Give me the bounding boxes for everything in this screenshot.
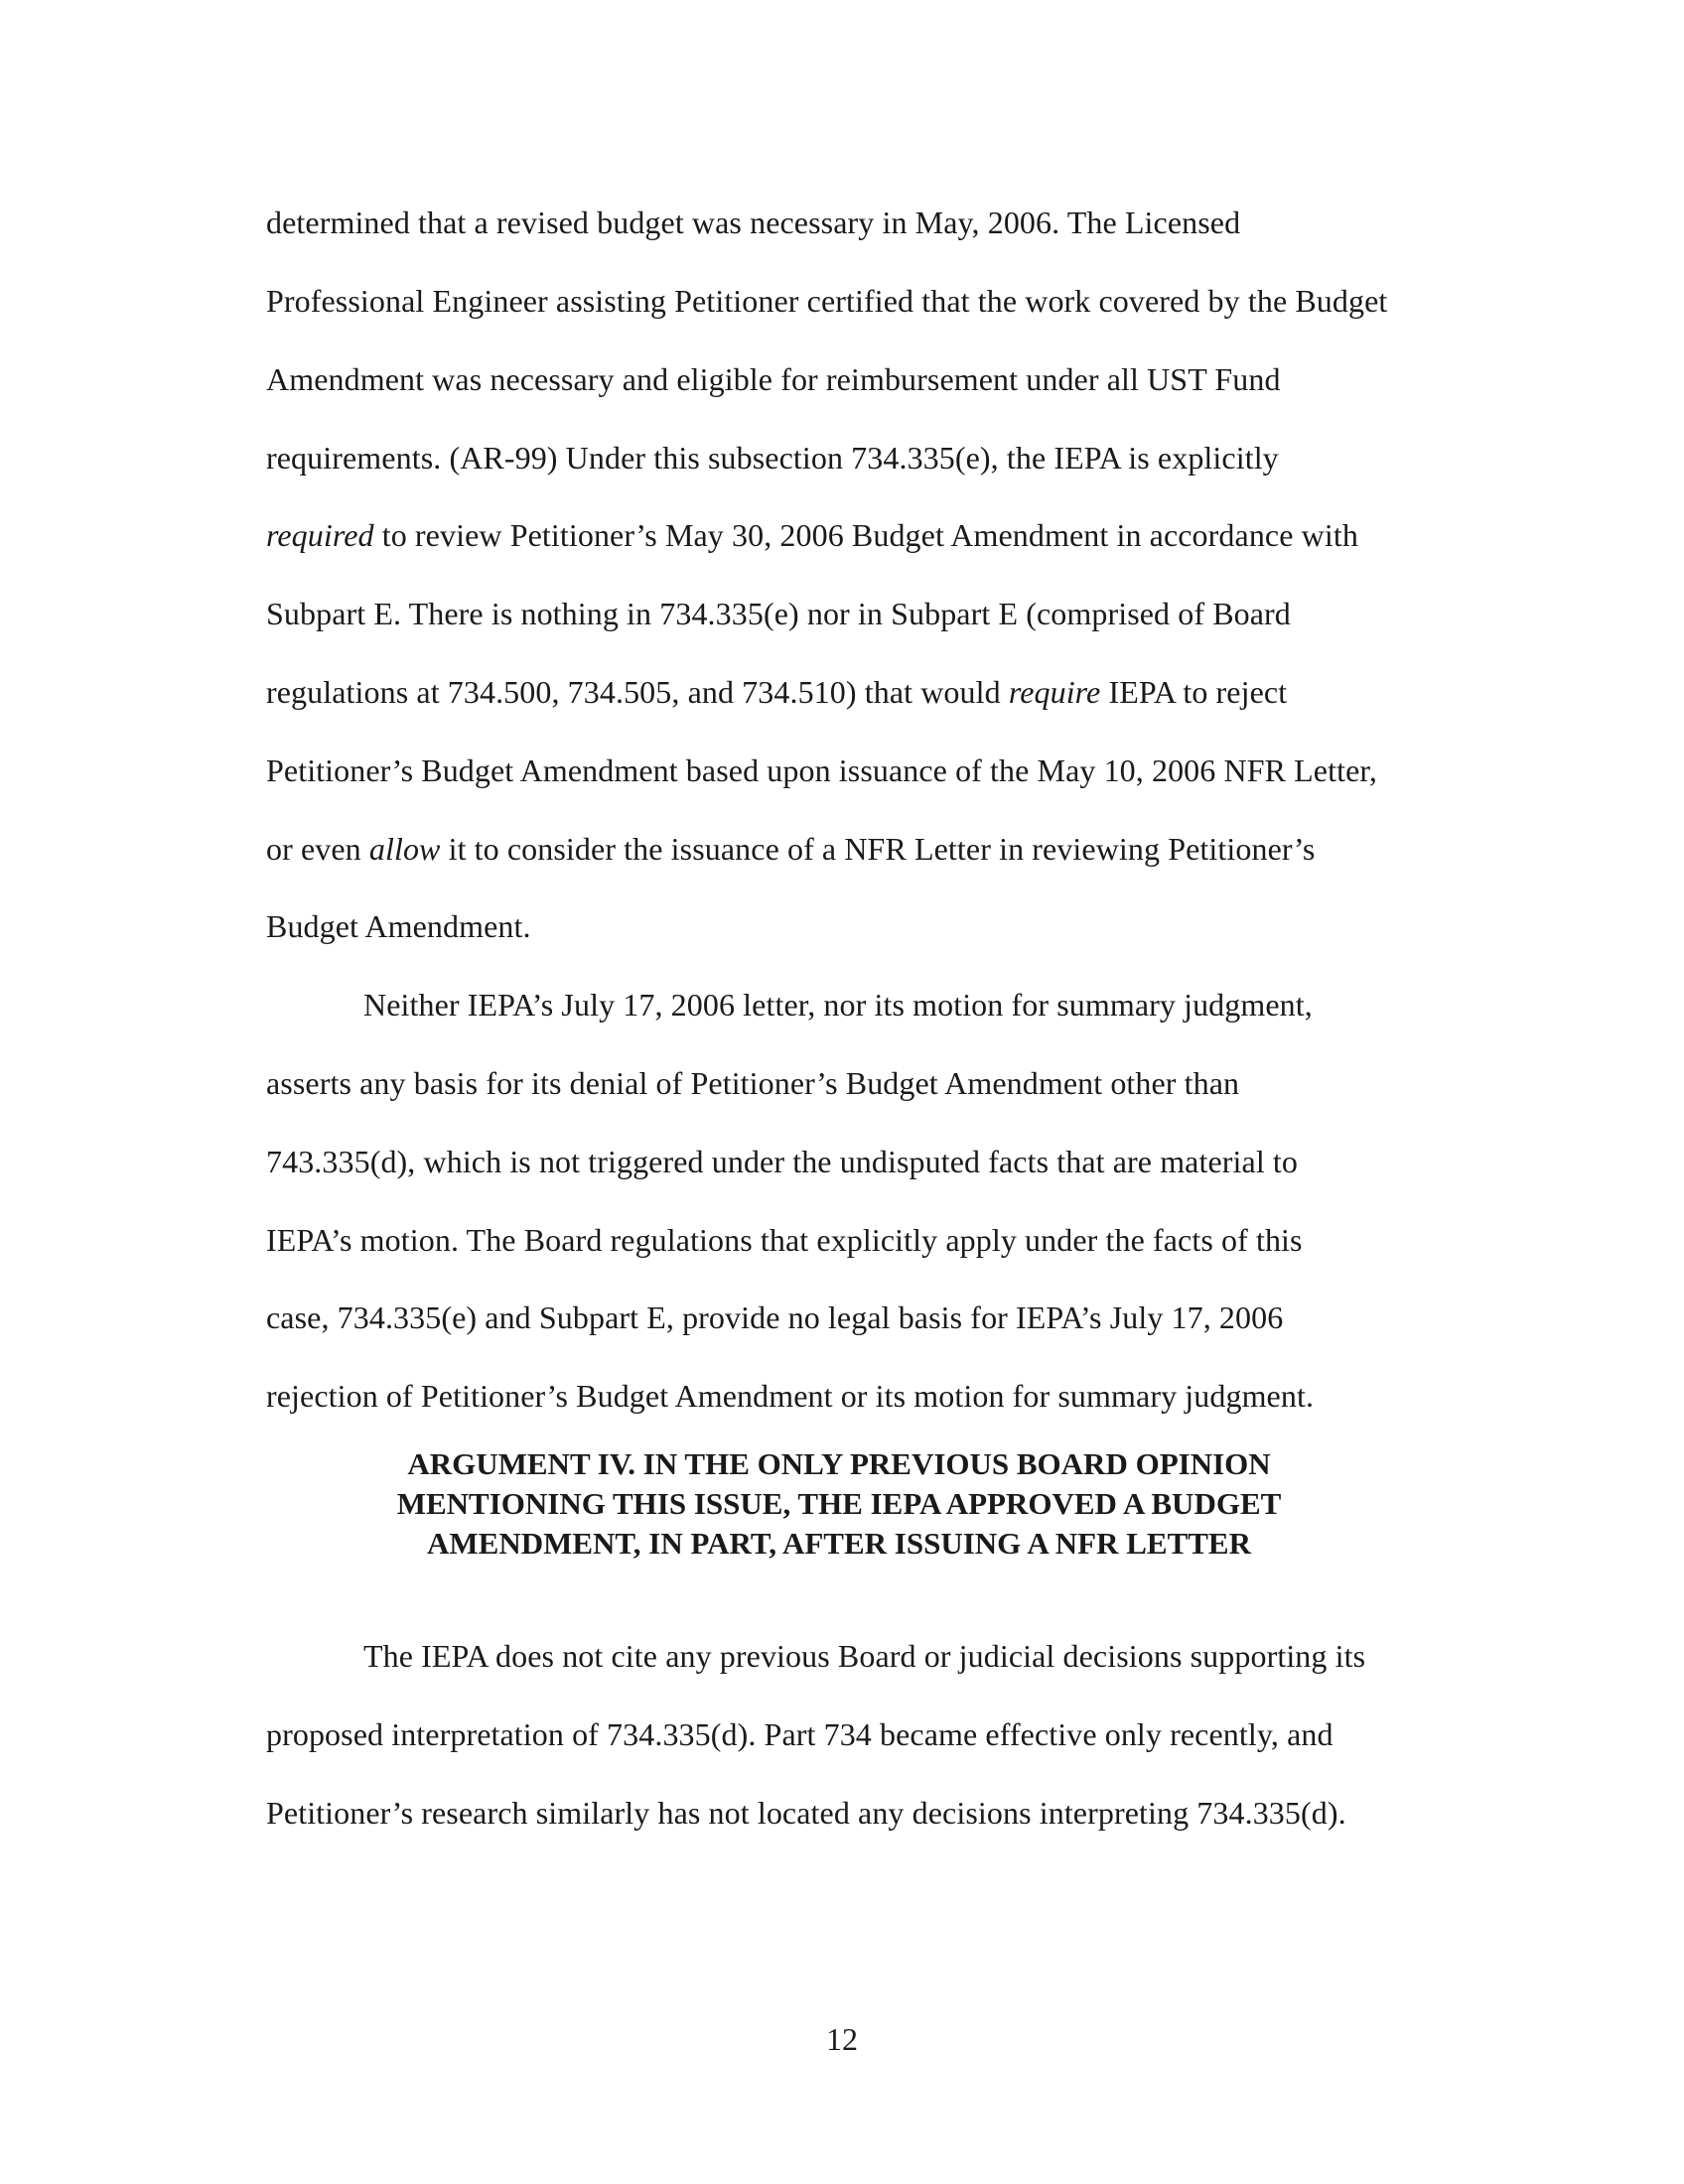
paragraph-1-line-3: Amendment was necessary and eligible for reimbursement under all UST Fund: [266, 361, 1281, 397]
paragraph-1-line-5: [266, 515, 1358, 555]
paragraph-3-line-1: The IEPA does not cite any previous Board or judicial decisions supporting its: [363, 1638, 1366, 1674]
paragraph-2-line-6: rejection of Petitioner’s Budget Amendment or its motion for summary judgment.: [266, 1378, 1315, 1414]
paragraph-1-line-5-text: to review Petitioner’s May 30, 2006 Budget Amendment in accordance with: [373, 517, 1358, 553]
paragraph-1-line-7: [266, 672, 1287, 712]
paragraph-1-line-7-text-a: regulations at 734.500, 734.505, and 734.510) that would: [266, 674, 1009, 710]
paragraph-2-line-4: IEPA’s motion. The Board regulations that explicitly apply under the facts of this: [266, 1222, 1303, 1258]
paragraph-2-line-5: case, 734.335(e) and Subpart E, provide no legal basis for IEPA’s July 17, 2006: [266, 1299, 1284, 1335]
paragraph-1-line-7-text-b: IEPA to reject: [1100, 674, 1288, 710]
paragraph-2-line-1: Neither IEPA’s July 17, 2006 letter, nor its motion for summary judgment,: [363, 987, 1313, 1023]
paragraph-1-line-6: Subpart E. There is nothing in 734.335(e) nor in Subpart E (comprised of Board: [266, 596, 1291, 631]
paragraph-1-line-8: Petitioner’s Budget Amendment based upon issuance of the May 10, 2006 NFR Letter,: [266, 752, 1377, 788]
paragraph-2-line-2: asserts any basis for its denial of Petitioner’s Budget Amendment other than: [266, 1065, 1240, 1101]
paragraph-1-line-10: Budget Amendment.: [266, 908, 531, 944]
paragraph-1-line-1: determined that a revised budget was necessary in May, 2006. The Licensed: [266, 205, 1241, 240]
emphasis-allow: allow: [368, 831, 441, 867]
emphasis-require: require: [1008, 674, 1101, 710]
paragraph-1-line-4: requirements. (AR-99) Under this subsection 734.335(e), the IEPA is explicitly: [266, 440, 1279, 476]
page-number: 12: [826, 2021, 858, 2057]
paragraph-1-line-9-text-a: or even: [266, 831, 369, 867]
emphasis-required: required: [266, 517, 374, 553]
paragraph-1-line-9: [266, 829, 1315, 869]
paragraph-1-line-9-text-b: it to consider the issuance of a NFR Letter in reviewing Petitioner’s: [440, 831, 1316, 867]
paragraph-2-line-3: 743.335(d), which is not triggered under the undisputed facts that are material to: [266, 1144, 1299, 1179]
argument-heading-line-1: ARGUMENT IV. IN THE ONLY PREVIOUS BOARD OPINION: [407, 1446, 1271, 1481]
argument-heading-line-3: AMENDMENT, IN PART, AFTER ISSUING A NFR LETTER: [427, 1526, 1251, 1561]
paragraph-3-line-3: Petitioner’s research similarly has not located any decisions interpreting 734.335(d).: [266, 1795, 1346, 1831]
paragraph-1-line-2: Professional Engineer assisting Petitioner certified that the work covered by the Budget: [266, 283, 1388, 319]
argument-heading-line-2: MENTIONING THIS ISSUE, THE IEPA APPROVED A BUDGET: [396, 1486, 1282, 1521]
paragraph-3-line-2: proposed interpretation of 734.335(d). Part 734 became effective only recently, and: [266, 1716, 1333, 1752]
